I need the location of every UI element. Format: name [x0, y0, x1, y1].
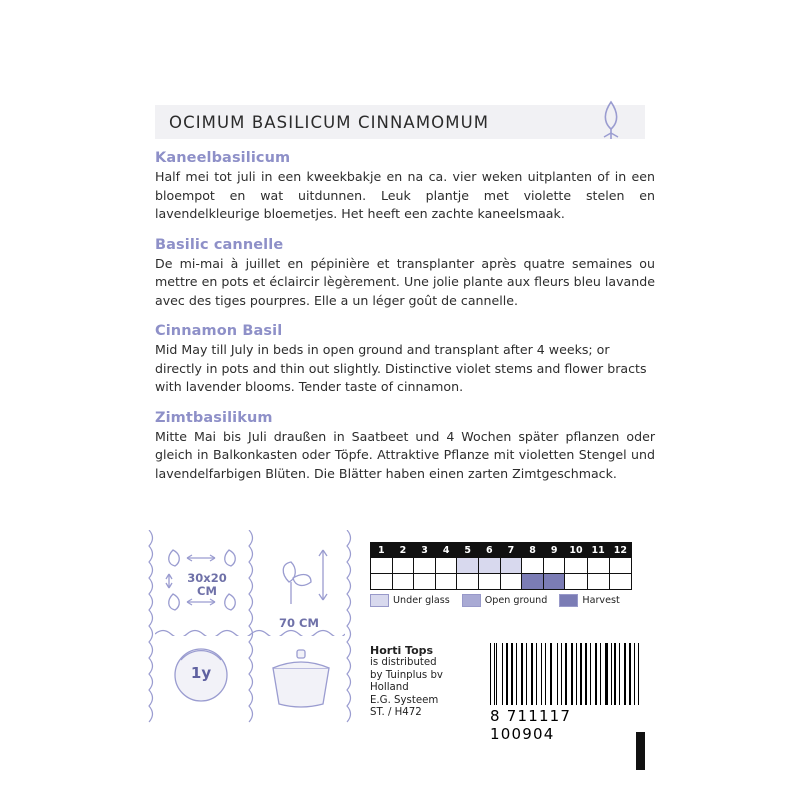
barcode — [490, 643, 640, 743]
month-3: 3 — [414, 543, 436, 558]
cell-harvest-8 — [522, 574, 544, 590]
spacing-value: 30x20 — [187, 571, 227, 585]
cell-harvest-9 — [543, 574, 565, 590]
legend-swatch-open — [462, 594, 481, 607]
month-1: 1 — [371, 543, 393, 558]
cell-glass-6 — [479, 558, 501, 574]
month-5: 5 — [457, 543, 479, 558]
distributor-line-2: by Tuinplus bv — [370, 669, 443, 681]
month-10: 10 — [565, 543, 587, 558]
legend-item-open — [462, 594, 548, 607]
wave-divider-right — [345, 530, 355, 725]
legend-label-glass: Under glass — [393, 595, 450, 606]
description-blocks — [155, 150, 655, 496]
cell-glass-7 — [500, 558, 522, 574]
lifecycle-circle-icon — [159, 640, 243, 710]
block-fr-text: De mi-mai à juillet en pépinière et transplanter après quatre semaines ou mettre en pots et éclaircir lègèrement. Une jolie plante aux fleurs bleu lavande avec des tiges pourpres. Elle a un léger goût de cannelle. — [155, 255, 655, 308]
block-nl-heading: Kaneelbasilicum — [155, 150, 291, 166]
page-title: OCIMUM BASILICUM CINNAMOMUM — [169, 112, 490, 132]
distributor-line-3: Holland — [370, 682, 409, 694]
block-en — [155, 323, 655, 397]
leaf-bud-logo-icon — [578, 98, 644, 144]
distributor-brand: Horti Tops — [370, 644, 434, 657]
month-2: 2 — [392, 543, 414, 558]
month-4: 4 — [435, 543, 457, 558]
month-6: 6 — [479, 543, 501, 558]
pot-icon — [259, 638, 343, 712]
block-fr — [155, 237, 655, 311]
block-de-text: Mitte Mai bis Juli draußen in Saatbeet und 4 Wochen später pflanzen oder gleich in Balkonkasten oder Töpfe. Attraktive Pflanze mit violetten Stengel und lavendelfarbigen Blüten. Die Blätter haben einen zarten Zimtgeschmack. — [155, 428, 655, 481]
barcode-number: 8 711117 100904 — [490, 707, 572, 743]
block-de — [155, 410, 655, 484]
block-en-heading: Cinnamon Basil — [155, 323, 283, 339]
calendar-table — [370, 542, 632, 590]
sowing-calendar — [370, 542, 632, 607]
block-fr-heading: Basilic cannelle — [155, 236, 284, 253]
legend-label-harvest: Harvest — [582, 595, 620, 606]
distributor-info — [370, 645, 480, 719]
month-12: 12 — [609, 543, 631, 558]
distributor-line-4: E.G. Systeem — [370, 694, 439, 706]
legend-item-harvest — [559, 594, 619, 607]
cell-glass-5 — [457, 558, 479, 574]
block-nl-text: Half mei tot juli in een kweekbakje en na ca. vier weken uitplanten of in een bloempot en wat uitdunnen. Leuk plantje met violette stelen en lavendelkleurige bloemetjes. Het heeft een zachte kaneelsmaak. — [155, 169, 655, 221]
calendar-header-row — [371, 543, 632, 558]
legend-swatch-glass — [370, 594, 389, 607]
block-nl — [155, 150, 655, 224]
month-8: 8 — [522, 543, 544, 558]
calendar-row-sow — [371, 558, 632, 574]
month-11: 11 — [587, 543, 609, 558]
lifecycle-value: 1y — [190, 664, 212, 682]
month-9: 9 — [543, 543, 565, 558]
plant-spacing-icon — [157, 538, 245, 622]
distributor-line-5: ST. / H472 — [370, 707, 422, 719]
distributor-line-1: is distributed — [370, 657, 437, 669]
legend-item-glass — [370, 594, 450, 607]
plant-height-icon — [259, 538, 339, 630]
corner-marker — [636, 732, 645, 770]
barcode-bars — [490, 643, 640, 705]
height-value: 70 CM — [279, 616, 319, 630]
calendar-legend — [370, 594, 632, 607]
calendar-row-harvest — [371, 574, 632, 590]
legend-label-open: Open ground — [484, 595, 548, 606]
month-7: 7 — [500, 543, 522, 558]
spacing-unit: CM — [197, 584, 217, 598]
header-band — [155, 105, 645, 139]
block-en-text: Mid May till July in beds in open ground and transplant after 4 weeks; or directly in pots and thin out slightly. Distinctive violet stems and flower bracts with lavender blooms. Tender taste of cinnamon. — [155, 342, 647, 394]
block-de-heading: Zimtbasilikum — [155, 409, 273, 426]
legend-swatch-harvest — [559, 594, 578, 607]
